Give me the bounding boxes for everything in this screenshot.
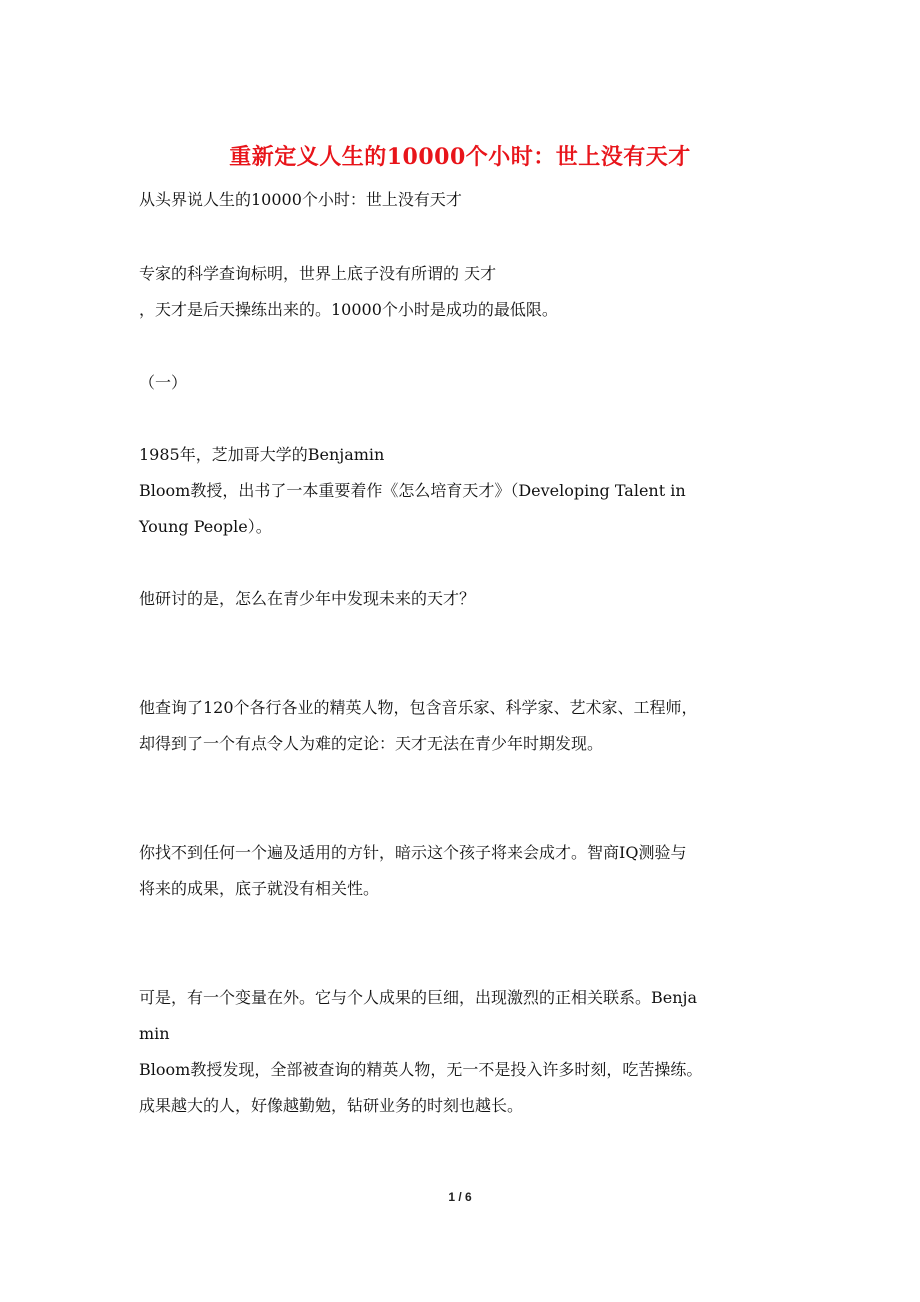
paragraph-line: min: [139, 1024, 170, 1043]
section-heading: （一）: [139, 373, 188, 392]
paragraph-line: Bloom教授，出书了一本重要着作《怎么培育天才》（Developing Talent in: [139, 481, 686, 500]
paragraph-line: Bloom教授发现，全部被查询的精英人物，无一不是投入许多时刻，吃苦操练。: [139, 1060, 703, 1079]
page-number: 1 / 6: [448, 1190, 472, 1204]
paragraph-line: ，天才是后天操练出来的。10000个小时是成功的最低限。: [139, 300, 558, 319]
paragraph-line: 他研讨的是，怎么在青少年中发现未来的天才？: [139, 589, 476, 608]
paragraph-line: 成果越大的人，好像越勤勉，钻研业务的时刻也越长。: [139, 1096, 524, 1115]
paragraph-line: 他查询了120个各行各业的精英人物，包含音乐家、科学家、艺术家、工程师，: [139, 698, 698, 717]
paragraph-line: 专家的科学查询标明，世界上底子没有所谓的 天才: [139, 264, 497, 283]
paragraph-line: 从头界说人生的10000个小时：世上没有天才: [139, 190, 462, 209]
paragraph-line: 可是，有一个变量在外。它与个人成果的巨细，出现激烈的正相关联系。Benja: [139, 988, 698, 1007]
paragraph-line: Young People）。: [139, 517, 272, 536]
paragraph-line: 却得到了一个有点令人为难的定论：天才无法在青少年时期发现。: [139, 734, 604, 753]
paragraph-line: 1985年，芝加哥大学的Benjamin: [139, 445, 385, 464]
paragraph-line: 将来的成果，底子就没有相关性。: [139, 879, 380, 898]
document-title: 重新定义人生的10000个小时：世上没有天才: [229, 144, 691, 170]
paragraph-line: 你找不到任何一个遍及适用的方针，暗示这个孩子将来会成才。智商IQ测验与: [139, 843, 687, 862]
